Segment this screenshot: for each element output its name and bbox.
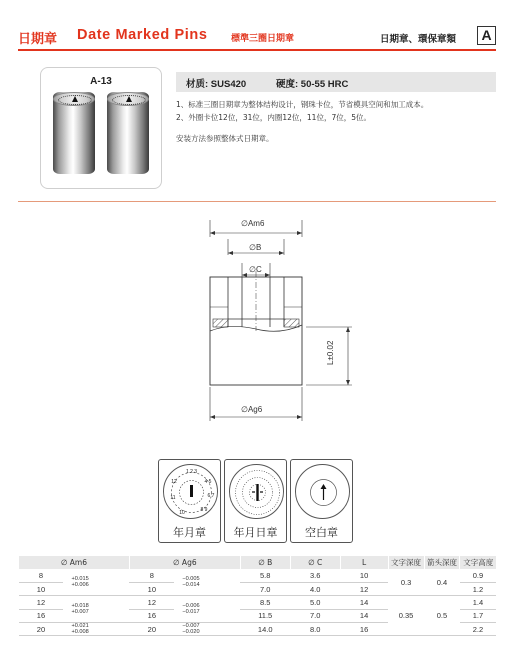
pattern-label: 年月章 bbox=[173, 526, 206, 539]
pattern-year-month-day bbox=[224, 459, 287, 543]
svg-text:8 9: 8 9 bbox=[200, 507, 208, 513]
dim-ag6-label: ∅Ag6 bbox=[241, 405, 263, 414]
cell-ag6: 20 bbox=[129, 623, 174, 636]
hardness-label: 硬度: 50-55 HRC bbox=[276, 79, 349, 90]
pattern-year-month bbox=[158, 459, 221, 543]
th-c: ∅ C bbox=[290, 556, 340, 569]
cell-c: 4.0 bbox=[290, 582, 340, 595]
cell-l: 12 bbox=[340, 582, 388, 595]
th-b: ∅ B bbox=[240, 556, 290, 569]
cell-b: 11.5 bbox=[240, 609, 290, 622]
dim-c-label: ∅C bbox=[249, 265, 262, 274]
cell-text-depth: 0.3 bbox=[388, 569, 424, 596]
th-arrow-depth: 箭头深度 bbox=[424, 556, 460, 569]
cell-b: 7.0 bbox=[240, 582, 290, 595]
section-divider bbox=[18, 201, 496, 202]
cell-l: 14 bbox=[340, 596, 388, 609]
cell-text-height: 0.9 bbox=[460, 569, 496, 582]
spec-bar bbox=[176, 72, 496, 92]
pin-photo-left bbox=[53, 92, 95, 174]
header-rule bbox=[18, 49, 496, 51]
cell-c: 7.0 bbox=[290, 609, 340, 622]
cell-ag6-tol: −0.006 −0.017 bbox=[174, 596, 240, 623]
product-code: A-13 bbox=[90, 76, 112, 87]
pin-drawing-svg bbox=[180, 215, 380, 425]
svg-text:6 7: 6 7 bbox=[207, 493, 215, 499]
cell-am6-tol: +0.018 +0.007 bbox=[63, 596, 129, 623]
svg-text:10: 10 bbox=[179, 510, 185, 516]
note-1: 1、标准三圈日期章为整体结构设计，钢珠卡位，节省模具空间和加工成本。 bbox=[176, 100, 429, 109]
table-row bbox=[19, 569, 497, 582]
cell-ag6: 8 bbox=[129, 569, 174, 582]
cell-l: 14 bbox=[340, 609, 388, 622]
title-cn: 日期章 bbox=[18, 32, 58, 47]
th-text-height: 文字高度 bbox=[460, 556, 496, 569]
cell-b: 5.8 bbox=[240, 569, 290, 582]
section-badge: A bbox=[477, 26, 496, 45]
note-2: 2、外圈卡位12位，31位，内圈12位，11位，7位，5位。 bbox=[176, 113, 371, 122]
title-en: Date Marked Pins bbox=[77, 27, 208, 43]
pin-photo-right bbox=[107, 92, 149, 174]
cell-am6: 20 bbox=[19, 623, 64, 636]
dim-l-label: L±0.02 bbox=[326, 340, 335, 365]
cell-ag6: 10 bbox=[129, 582, 174, 595]
cell-am6: 16 bbox=[19, 609, 64, 622]
cell-c: 3.6 bbox=[290, 569, 340, 582]
svg-text:1 2 3: 1 2 3 bbox=[185, 469, 198, 475]
cell-text-depth: 0.35 bbox=[388, 596, 424, 636]
dim-b-label: ∅B bbox=[249, 243, 262, 252]
cell-am6: 10 bbox=[19, 582, 64, 595]
svg-text:11: 11 bbox=[170, 495, 176, 501]
cell-arrow-depth: 0.4 bbox=[424, 569, 460, 596]
th-text-depth: 文字深度 bbox=[388, 556, 424, 569]
cell-text-height: 1.4 bbox=[460, 596, 496, 609]
cell-b: 14.0 bbox=[240, 623, 290, 636]
page-header bbox=[18, 26, 496, 48]
pattern-blank bbox=[290, 459, 353, 543]
product-card bbox=[40, 67, 162, 189]
pattern-label: 空白章 bbox=[305, 526, 338, 539]
cell-ag6: 12 bbox=[129, 596, 174, 609]
cell-ag6-tol: −0.007 −0.020 bbox=[174, 623, 240, 636]
th-ag6: ∅ Ag6 bbox=[129, 556, 240, 569]
note-3: 安装方法参照整体式日期章。 bbox=[176, 134, 274, 143]
dim-am6-label: ∅Am6 bbox=[241, 219, 265, 228]
cell-arrow-depth: 0.5 bbox=[424, 596, 460, 636]
cell-l: 16 bbox=[340, 623, 388, 636]
svg-text:12: 12 bbox=[171, 479, 177, 485]
cell-ag6: 16 bbox=[129, 609, 174, 622]
cell-c: 8.0 bbox=[290, 623, 340, 636]
cell-l: 10 bbox=[340, 569, 388, 582]
pattern-label: 年月日章 bbox=[233, 526, 278, 539]
table-header-row bbox=[19, 556, 497, 569]
th-am6: ∅ Am6 bbox=[19, 556, 130, 569]
cell-text-height: 2.2 bbox=[460, 623, 496, 636]
svg-text:4 5: 4 5 bbox=[204, 479, 212, 485]
cell-am6: 12 bbox=[19, 596, 64, 609]
cell-am6: 8 bbox=[19, 569, 64, 582]
cell-ag6-tol: −0.005 −0.014 bbox=[174, 569, 240, 596]
th-l: L bbox=[340, 556, 388, 569]
year-month-day-dial-icon bbox=[229, 464, 284, 519]
blank-dial-icon bbox=[295, 464, 350, 519]
year-month-dial-icon bbox=[163, 464, 218, 519]
cell-text-height: 1.7 bbox=[460, 609, 496, 622]
technical-drawing bbox=[180, 215, 380, 430]
dimension-table bbox=[18, 556, 496, 636]
cell-b: 8.5 bbox=[240, 596, 290, 609]
category-label: 日期章、環保章類 bbox=[380, 34, 457, 45]
table-row bbox=[19, 596, 497, 609]
cell-text-height: 1.2 bbox=[460, 582, 496, 595]
cell-am6-tol: +0.021 +0.008 bbox=[63, 623, 129, 636]
cell-am6-tol: +0.015 +0.006 bbox=[63, 569, 129, 596]
subtitle: 標準三圈日期章 bbox=[231, 34, 295, 44]
material-label: 材质: SUS420 bbox=[186, 79, 247, 90]
cell-c: 5.0 bbox=[290, 596, 340, 609]
